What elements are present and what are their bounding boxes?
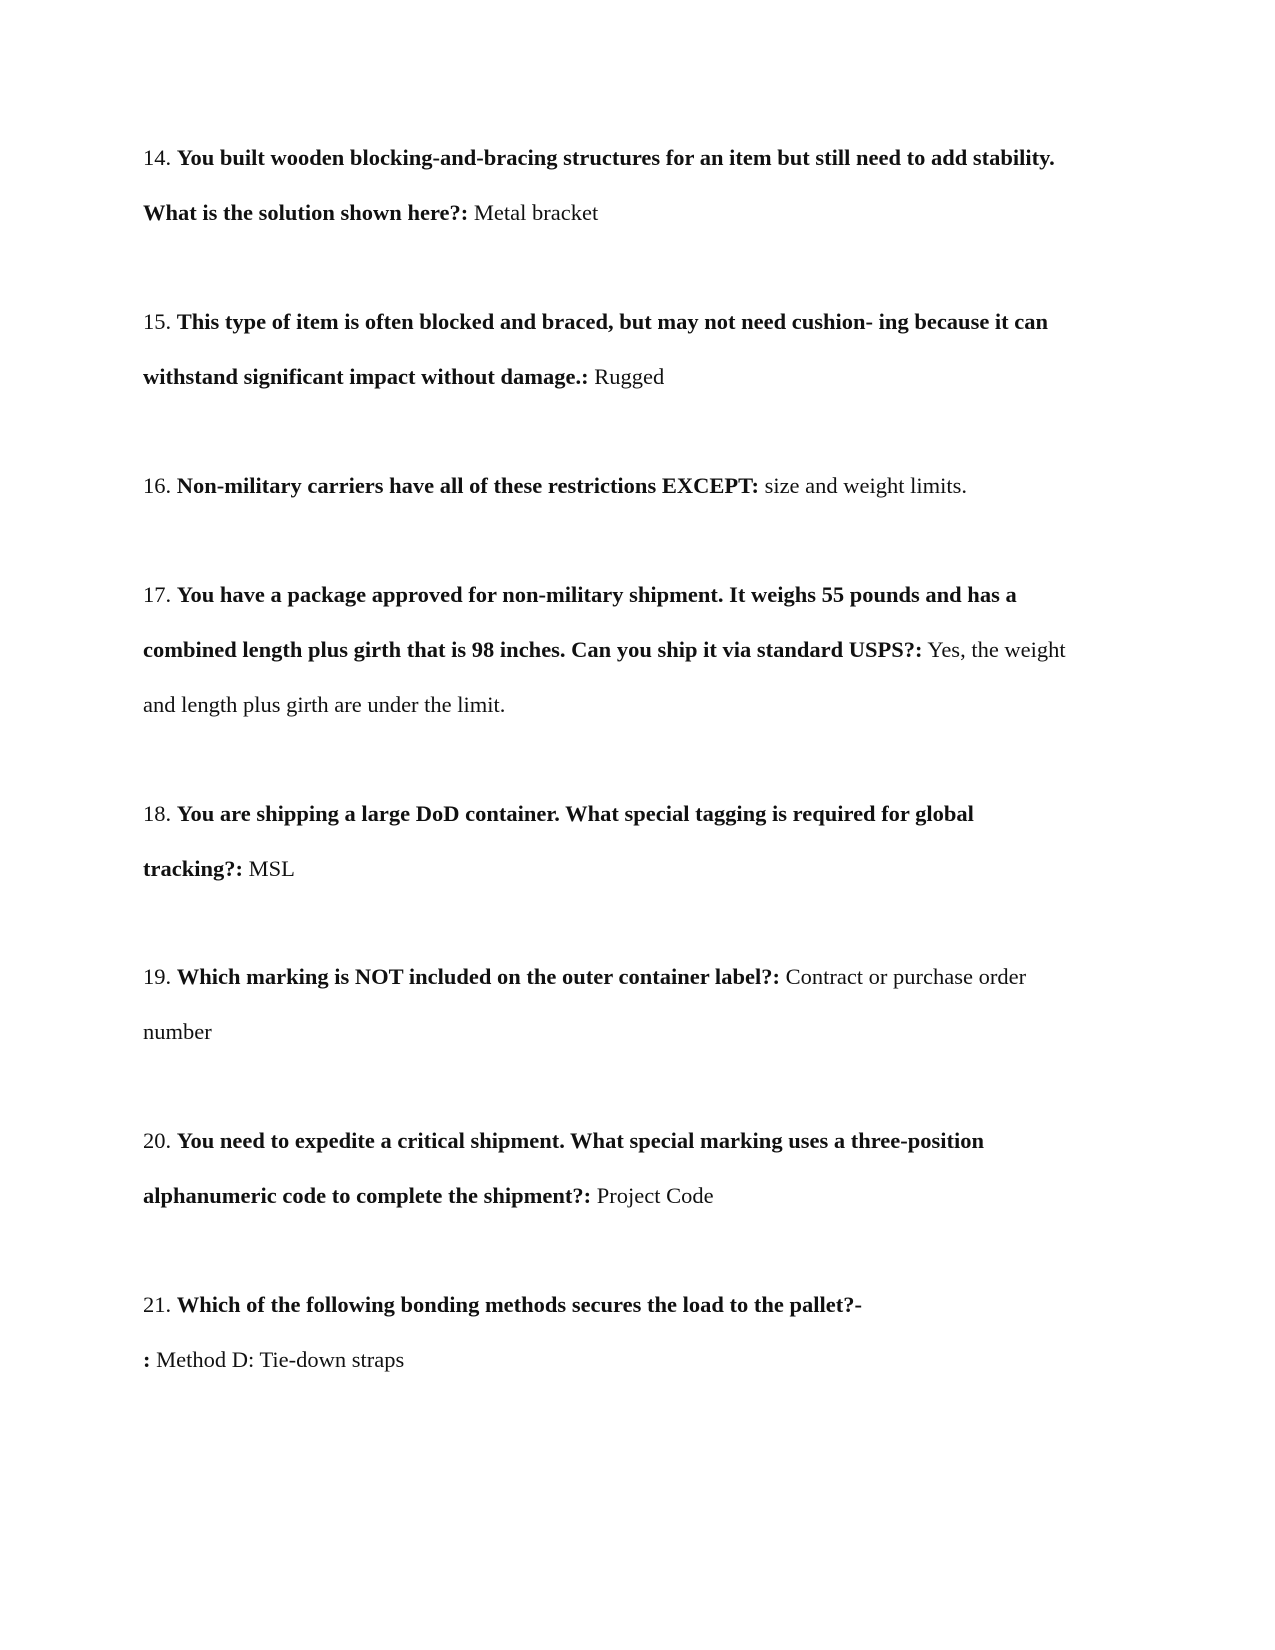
qa-item-21 (143, 1277, 1078, 1387)
separator: : (460, 200, 469, 225)
item-number: 14. (143, 145, 172, 170)
question: You built wooden blocking-and-bracing structures for an item but still need to add stability. What is the solution shown here? (143, 145, 1055, 225)
answer: size and weight limits. (764, 473, 968, 498)
question: You are shipping a large DoD container. What special tagging is required for global tracking? (143, 801, 974, 881)
separator: : (581, 364, 589, 389)
item-number: 15. (143, 309, 172, 334)
answer: MSL (248, 856, 295, 881)
qa-item-18 (143, 786, 1078, 896)
qa-item-20 (143, 1113, 1078, 1223)
qa-item-19 (143, 949, 1078, 1059)
qa-item-15 (143, 294, 1078, 404)
qa-item-16 (143, 458, 1078, 513)
qa-item-17 (143, 567, 1078, 732)
question: Non-military carriers have all of these restrictions EXCEPT (176, 473, 752, 498)
separator: : (772, 964, 780, 989)
qa-item-14 (143, 130, 1078, 240)
answer: Contract or purchase order number (143, 964, 1027, 1044)
item-number: 19. (143, 964, 172, 989)
question: Which of the following bonding methods secures the load to the pallet?- (176, 1292, 862, 1317)
item-number: 16. (143, 473, 172, 498)
answer: Metal bracket (473, 200, 599, 225)
separator: : (915, 637, 923, 662)
item-number: 20. (143, 1128, 172, 1153)
item-number: 21. (143, 1292, 172, 1317)
separator: : (751, 473, 759, 498)
answer: Project Code (596, 1183, 714, 1208)
separator: : (583, 1183, 592, 1208)
item-number: 18. (143, 801, 172, 826)
question: You have a package approved for non-military shipment. It weighs 55 pounds and has a combined length plus girth that is 98 inches. Can you ship it via standard USPS? (143, 582, 1017, 662)
separator: : (143, 1347, 151, 1372)
answer: Method D: Tie-down straps (156, 1347, 405, 1372)
item-number: 17. (143, 582, 172, 607)
question: This type of item is often blocked and braced, but may not need cushion- ing because it can withstand significant impact without damage. (143, 309, 1049, 389)
question: Which marking is NOT included on the outer container label? (176, 964, 773, 989)
question: You need to expedite a critical shipment. What special marking uses a three-position alphanumeric code to complete the shipment? (143, 1128, 985, 1208)
answer: Yes, the weight and length plus girth are under the limit. (143, 637, 1066, 717)
separator: : (235, 856, 243, 881)
answer: Rugged (594, 364, 665, 389)
